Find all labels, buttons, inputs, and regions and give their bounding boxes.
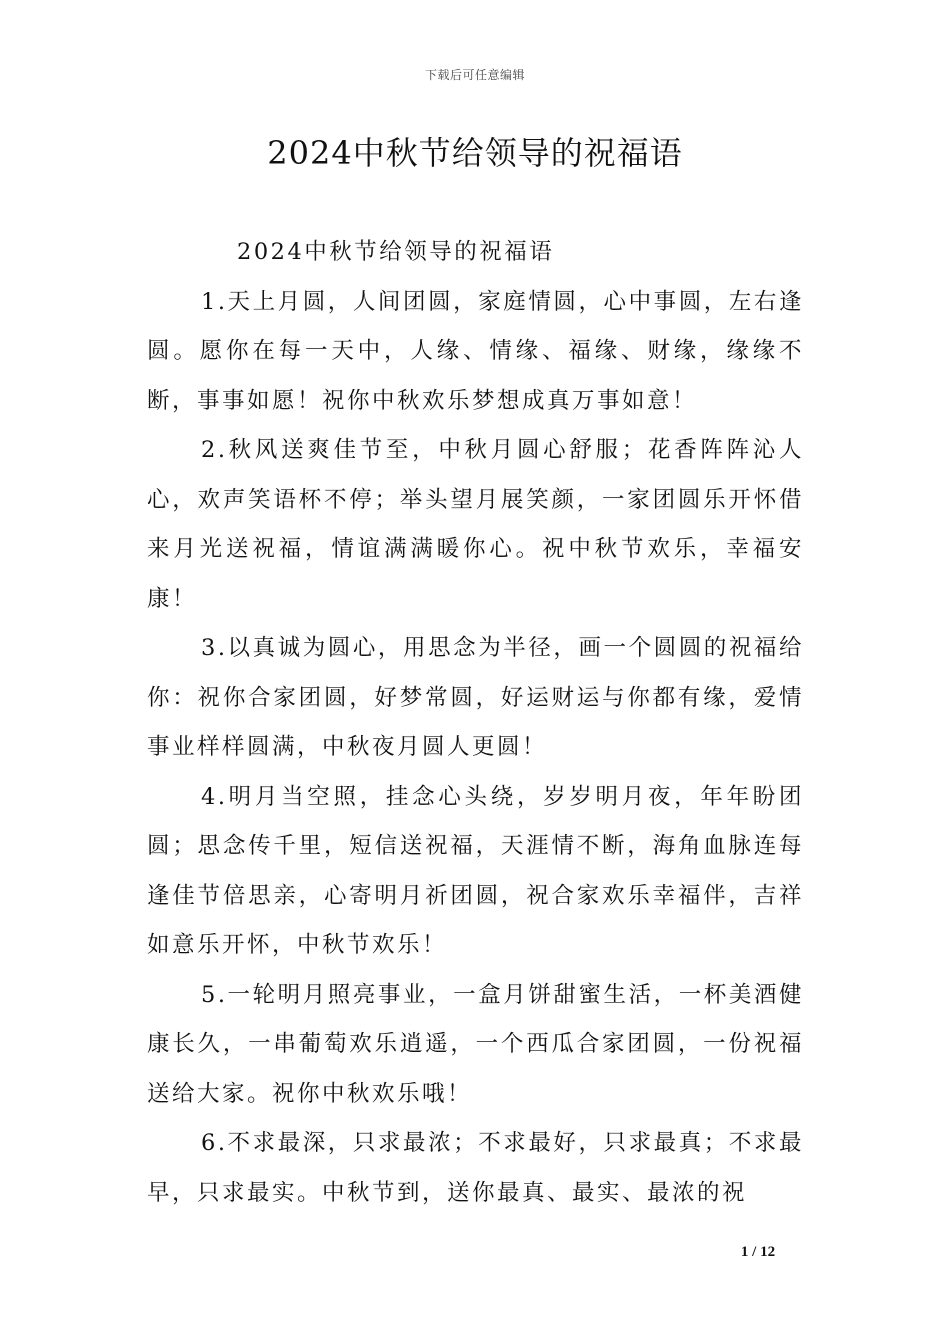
blessing-paragraph-2: 2.秋风送爽佳节至，中秋月圆心舒服；花香阵阵沁人心，欢声笑语杯不停；举头望月展笑颜，一家团圆乐开怀借来月光送祝福，情谊满满暖你心。祝中秋节欢乐，幸福安康！ [147, 437, 804, 612]
page-header-note: 下载后可任意编辑 [424, 68, 525, 82]
document-title: 2024中秋节给领导的祝福语 [267, 134, 683, 172]
document-body [147, 228, 804, 1218]
blessing-paragraph-6: 6.不求最深，只求最浓；不求最好，只求最真；不求最早，只求最实。中秋节到，送你最真、最实、最浓的祝 [147, 1130, 804, 1206]
blessing-paragraph-5: 5.一轮明月照亮事业，一盒月饼甜蜜生活，一杯美酒健康长久，一串葡萄欢乐逍遥，一个西瓜合家团圆，一份祝福送给大家。祝你中秋欢乐哦！ [147, 981, 804, 1107]
page-number: 1 / 12 [740, 1244, 776, 1260]
blessing-paragraph-1: 1.天上月圆，人间团圆，家庭情圆，心中事圆，左右逢圆。愿你在每一天中，人缘、情缘、福缘、财缘，缘缘不断，事事如愿！祝你中秋欢乐梦想成真万事如意！ [147, 288, 804, 414]
document-subtitle: 2024中秋节给领导的祝福语 [237, 239, 555, 265]
blessing-paragraph-4: 4.明月当空照，挂念心头绕，岁岁明月夜，年年盼团圆；思念传千里，短信送祝福，天涯情不断，海角血脉连每逢佳节倍思亲，心寄明月祈团圆，祝合家欢乐幸福伴，吉祥如意乐开怀，中秋节欢乐！ [147, 783, 804, 958]
blessing-paragraph-3: 3.以真诚为圆心，用思念为半径，画一个圆圆的祝福给你：祝你合家团圆，好梦常圆，好运财运与你都有缘，爱情事业样样圆满，中秋夜月圆人更圆！ [147, 635, 804, 760]
